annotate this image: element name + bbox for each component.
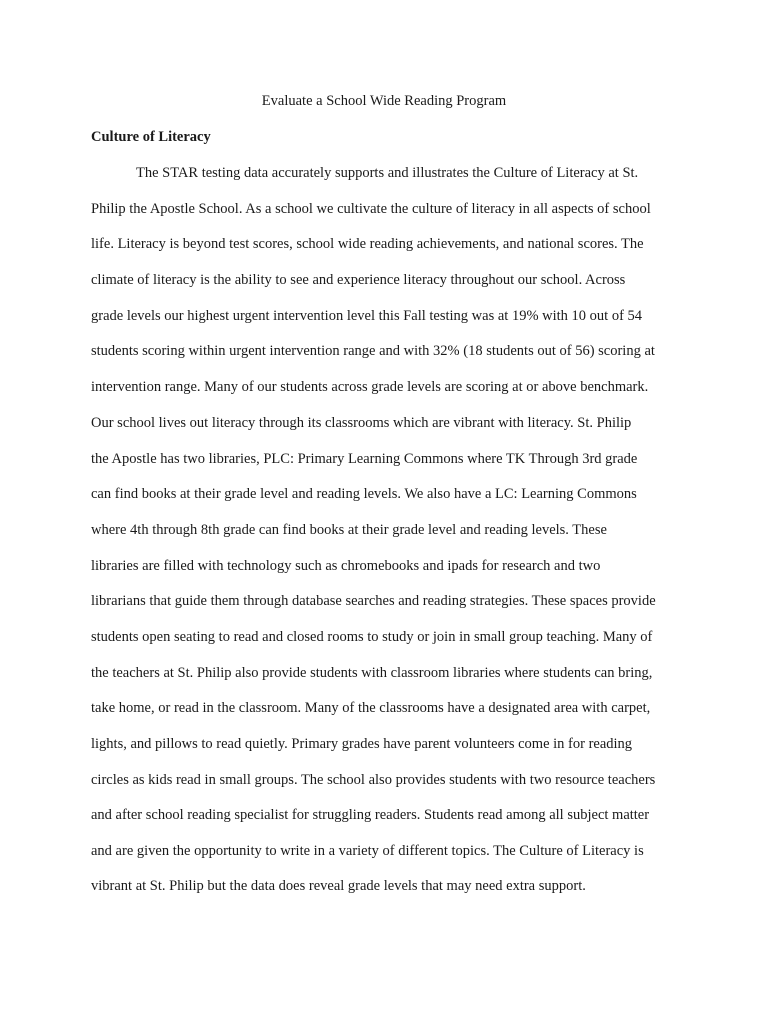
paragraph-line: lights, and pillows to read quietly. Primary grades have parent volunteers come in for reading bbox=[91, 736, 633, 752]
document-title: Evaluate a School Wide Reading Program bbox=[261, 93, 507, 109]
paragraph-line: where 4th through 8th grade can find books at their grade level and reading levels. These bbox=[91, 522, 607, 538]
paragraph-line: life. Literacy is beyond test scores, school wide reading achievements, and national scores. The bbox=[91, 236, 644, 252]
paragraph-line: librarians that guide them through database searches and reading strategies. These spaces provide bbox=[91, 593, 656, 609]
paragraph-line: the teachers at St. Philip also provide students with classroom libraries where students can bring, bbox=[91, 665, 653, 681]
paragraph-line: The STAR testing data accurately supports and illustrates the Culture of Literacy at St. bbox=[136, 165, 639, 181]
section-heading: Culture of Literacy bbox=[91, 129, 211, 145]
paragraph-line: students scoring within urgent intervention range and with 32% (18 students out of 56) scoring at bbox=[91, 343, 655, 359]
paragraph-line: and after school reading specialist for struggling readers. Students read among all subject matter bbox=[91, 807, 650, 823]
paragraph-line: libraries are filled with technology such as chromebooks and ipads for research and two bbox=[91, 558, 601, 574]
paragraph-line: the Apostle has two libraries, PLC: Primary Learning Commons where TK Through 3rd grade bbox=[91, 451, 638, 467]
paragraph-line: and are given the opportunity to write in a variety of different topics. The Culture of Literacy is bbox=[91, 843, 644, 859]
paragraph-line: circles as kids read in small groups. The school also provides students with two resource teachers bbox=[91, 772, 656, 788]
paragraph-line: Our school lives out literacy through its classrooms which are vibrant with literacy. St. Philip bbox=[91, 415, 632, 431]
paragraph-line: climate of literacy is the ability to see and experience literacy throughout our school. Across bbox=[91, 272, 626, 288]
paragraph-line: Philip the Apostle School. As a school we cultivate the culture of literacy in all aspects of school bbox=[91, 201, 651, 217]
paragraph-line: take home, or read in the classroom. Many of the classrooms have a designated area with carpet, bbox=[91, 700, 651, 716]
paragraph-line: vibrant at St. Philip but the data does reveal grade levels that may need extra support. bbox=[91, 878, 586, 894]
paragraph-line: can find books at their grade level and reading levels. We also have a LC: Learning Commons bbox=[91, 486, 637, 502]
paragraph-line: intervention range. Many of our students across grade levels are scoring at or above benchmark. bbox=[91, 379, 649, 395]
paragraph-line: grade levels our highest urgent intervention level this Fall testing was at 19% with 10 out of 54 bbox=[91, 308, 643, 324]
paragraph-line: students open seating to read and closed rooms to study or join in small group teaching. Many of bbox=[91, 629, 653, 645]
